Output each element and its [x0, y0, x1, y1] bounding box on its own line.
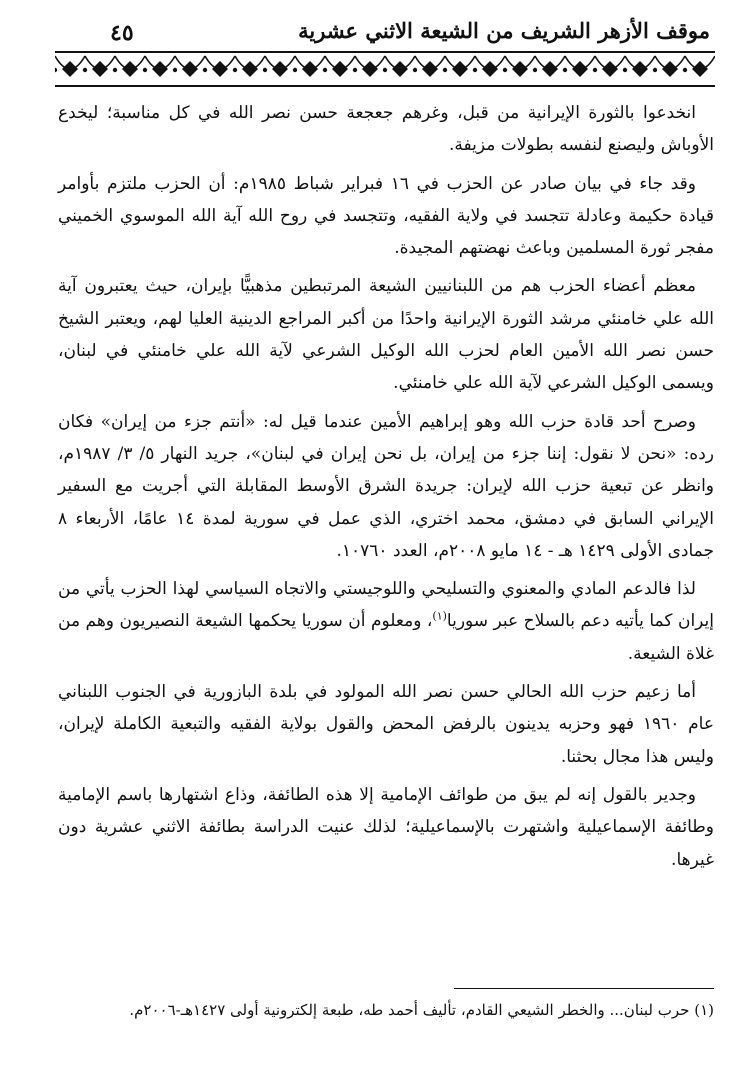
body-text [58, 97, 714, 882]
ornamental-border [55, 48, 715, 90]
paragraph [58, 573, 714, 670]
ornament-motifs [55, 52, 715, 86]
paragraph: وصرح أحد قادة حزب الله وهو إبراهيم الأمين عندما قيل له: «أنتم جزء من إيران» فكان رده: «نحن لا نقول: إننا جزء من إيران، بل نحن إيران في لبنان»، جريد النهار ٥/ ٣/ ١٩٨٧م، وانظر عن تبعية حزب الله لإيران: جريدة الشرق الأوسط المقابلة التي أجريت مع السفير الإيراني السابق في دمشق، محمد اختري، الذي عمل في سورية لمدة ١٤ عامًا، الأربعاء ٨ جمادى الأولى ١٤٢٩ هـ - ١٤ مايو ٢٠٠٨م، العدد ١٠٧٦٠. [58, 411, 714, 561]
page-number: ٤٥ [110, 20, 134, 46]
footnote: (١) حرب لبنان... والخطر الشيعي القادم، تأليف أحمد طه، طبعة إلكترونية أولى ١٤٢٧هـ-٢٠٠٦م. [129, 1001, 714, 1019]
footnote-marker[interactable]: (١) [432, 609, 447, 623]
paragraph-text: ، ومعلوم أن سوريا يحكمها الشيعة النصيريون وهم من غلاة الشيعة. [58, 611, 714, 664]
paragraph: انخدعوا بالثورة الإيرانية من قبل، وغرهم جعجعة حسن نصر الله في كل مناسبة؛ ليخدع الأوباش وليصنع لنفسه بطولات مزيفة. [58, 103, 714, 156]
paragraph: وجدير بالقول إنه لم يبق من طوائف الإمامية إلا هذه الطائفة، وذاع اشتهارها باسم الإمامية وطائفة الإسماعيلية واشتهرت بالإسماعيلية؛ لذلك عنيت الدراسة بطائفة الاثني عشرية دون غيرها. [58, 784, 714, 870]
paragraph: وقد جاء في بيان صادر عن الحزب في ١٦ فبراير شباط ١٩٨٥م: أن الحزب ملتزم بأوامر قيادة حكيمة وعادلة تتجسد في ولاية الفقيه، وتتجسد في روح الله آية الله الموسوي الخميني مفجر ثورة المسلمين وباعث نهضتهم المجيدة. [58, 173, 714, 259]
page-header [60, 14, 710, 50]
paragraph-text: لذا فالدعم المادي والمعنوي والتسليحي واللوجيستي والاتجاه السياسي لهذا الحزب يأتي من إيران كما يأتيه دعم بالسلاح عبر سوريا [58, 579, 715, 632]
paragraph: معظم أعضاء الحزب هم من اللبنانيين الشيعة المرتبطين مذهبيًّا بإيران، حيث يعتبرون آية الله علي خامنئي مرشد الثورة الإيرانية واحدًا من أكبر المراجع الدينية العليا لهم، ويعتبر الشيخ حسن نصر الله الأمين العام لحزب الله الوكيل الشرعي لآية الله علي خامنئي في لبنان، ويسمى الوكيل الشرعي لآية الله علي خامنئي. [58, 276, 714, 394]
running-title: موقف الأزهر الشريف من الشيعة الاثني عشرية [298, 18, 710, 43]
paragraph: أما زعيم حزب الله الحالي حسن نصر الله المولود في بلدة البازورية في الجنوب اللبناني عام ١٩٦٠ فهو وحزبه يدينون بالرفض المحض والقول بولاية الفقيه والتبعية الكاملة لإيران، وليس هذا مجال بحثنا. [58, 682, 714, 767]
footnote-divider [454, 988, 714, 989]
